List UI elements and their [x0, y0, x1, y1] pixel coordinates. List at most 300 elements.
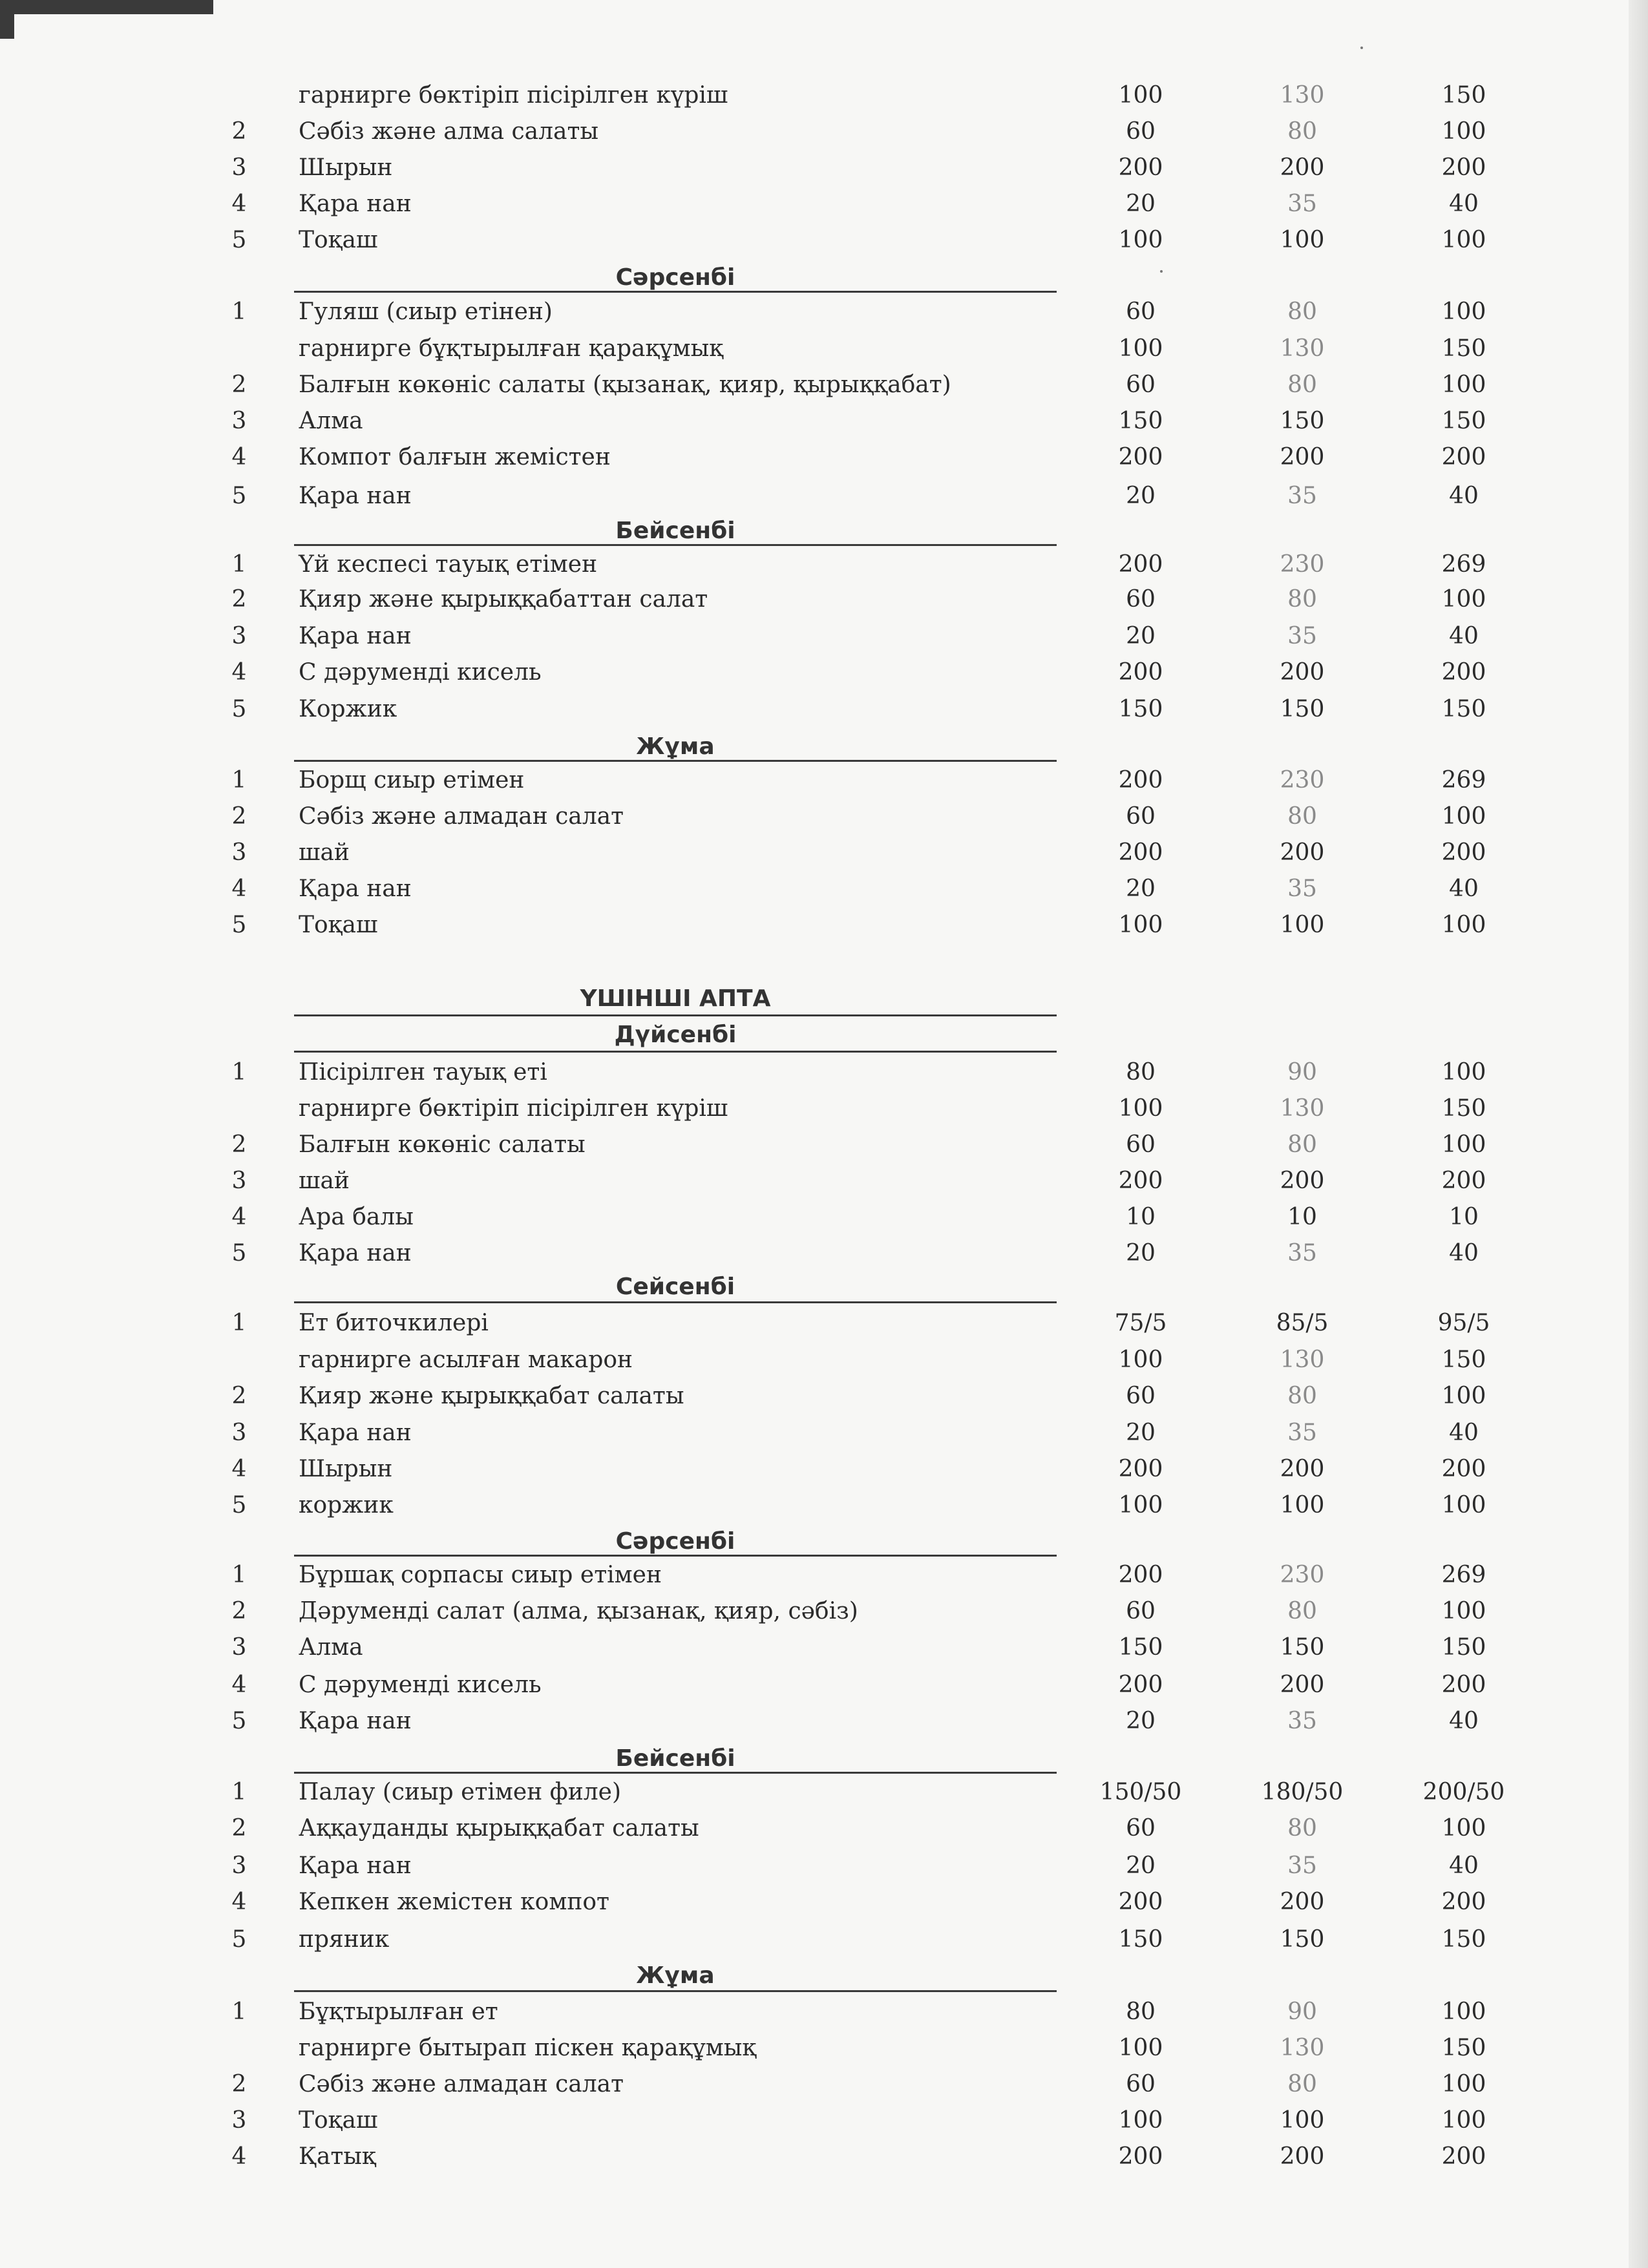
item-number: 3 — [231, 154, 247, 181]
portion-value-1: 200 — [1118, 1672, 1163, 1698]
item-number: 2 — [231, 1598, 247, 1624]
dish-name: Компот балғын жемістен — [299, 444, 611, 470]
item-number: 3 — [231, 623, 247, 649]
dish-name: Сәбіз және алмадан салат — [299, 803, 624, 830]
portion-value-3: 100 — [1441, 1059, 1486, 1086]
item-number: 2 — [231, 803, 247, 830]
item-number: 2 — [231, 118, 247, 145]
dish-name: Тоқаш — [299, 2107, 378, 2134]
portion-value-3: 150 — [1441, 82, 1486, 109]
portion-value-2: 35 — [1287, 1420, 1317, 1446]
portion-value-3: 100 — [1441, 227, 1486, 253]
portion-value-3: 100 — [1441, 1131, 1486, 1158]
portion-value-1: 100 — [1118, 2035, 1163, 2061]
portion-value-1: 200 — [1118, 154, 1163, 181]
portion-value-2: 150 — [1280, 1634, 1325, 1661]
portion-value-1: 60 — [1126, 1815, 1156, 1842]
portion-value-2: 100 — [1280, 1492, 1325, 1518]
dish-name: С дәруменді кисель — [299, 659, 542, 686]
portion-value-1: 20 — [1126, 1708, 1156, 1734]
menu-row — [0, 1055, 1648, 1091]
item-number: 2 — [231, 1131, 247, 1158]
item-number: 5 — [231, 227, 247, 253]
portion-value-1: 200 — [1118, 839, 1163, 866]
portion-value-2: 35 — [1287, 876, 1317, 902]
day-rule — [294, 1990, 1057, 1992]
portion-value-1: 60 — [1126, 1598, 1156, 1624]
menu-row — [0, 762, 1648, 799]
portion-value-3: 100 — [1441, 1999, 1486, 2025]
portion-value-2: 35 — [1287, 1240, 1317, 1266]
portion-value-2: 200 — [1280, 1672, 1325, 1698]
portion-value-1: 60 — [1126, 586, 1156, 613]
portion-value-3: 40 — [1449, 623, 1479, 649]
dish-name: Қатық — [299, 2143, 376, 2170]
portion-value-2: 230 — [1280, 1562, 1325, 1588]
dish-name: Қара нан — [299, 1853, 412, 1879]
portion-value-1: 10 — [1126, 1204, 1156, 1230]
menu-row — [0, 618, 1648, 655]
day-rule — [294, 760, 1057, 762]
portion-value-3: 269 — [1441, 767, 1486, 793]
portion-value-3: 100 — [1441, 586, 1486, 613]
portion-value-3: 95/5 — [1437, 1310, 1490, 1336]
item-number: 5 — [231, 1926, 247, 1953]
scan-shadow — [0, 0, 14, 39]
dish-name: гарнирге бытырап піскен қарақұмық — [299, 2035, 757, 2061]
portion-value-2: 130 — [1280, 82, 1325, 109]
portion-value-2: 80 — [1287, 372, 1317, 398]
portion-value-1: 100 — [1118, 227, 1163, 253]
day-rule — [294, 1772, 1057, 1774]
item-number: 5 — [231, 483, 247, 509]
menu-row — [0, 1703, 1648, 1739]
portion-value-1: 100 — [1118, 1492, 1163, 1518]
portion-value-1: 150 — [1118, 408, 1163, 434]
portion-value-1: 150 — [1118, 696, 1163, 722]
portion-value-1: 20 — [1126, 191, 1156, 217]
item-number: 2 — [231, 1815, 247, 1842]
menu-row — [0, 294, 1648, 330]
portion-value-3: 150 — [1441, 1095, 1486, 1122]
item-number: 1 — [231, 1310, 247, 1336]
day-heading: Жұма — [636, 733, 715, 760]
menu-row — [0, 1630, 1648, 1666]
portion-value-3: 150 — [1441, 696, 1486, 722]
day-rule — [294, 1051, 1057, 1053]
portion-value-2: 80 — [1287, 1815, 1317, 1842]
heading-rule — [294, 1014, 1057, 1016]
item-number: 1 — [231, 551, 247, 578]
portion-value-1: 200 — [1118, 1168, 1163, 1194]
menu-row — [0, 799, 1648, 835]
portion-value-2: 100 — [1280, 2107, 1325, 2134]
item-number: 2 — [231, 372, 247, 398]
menu-row — [0, 331, 1648, 367]
portion-value-2: 200 — [1280, 659, 1325, 686]
item-number: 4 — [231, 1456, 247, 1482]
portion-value-1: 60 — [1126, 372, 1156, 398]
portion-value-2: 90 — [1287, 1059, 1317, 1086]
dish-name: Ара балы — [299, 1204, 414, 1230]
portion-value-2: 200 — [1280, 1456, 1325, 1482]
portion-value-3: 269 — [1441, 551, 1486, 578]
portion-value-2: 35 — [1287, 1708, 1317, 1734]
day-heading: Сәрсенбі — [615, 1528, 735, 1555]
menu-row — [0, 1774, 1648, 1811]
menu-row — [0, 1451, 1648, 1487]
dish-name: шай — [299, 1168, 350, 1194]
dish-name: Сәбіз және алмадан салат — [299, 2071, 624, 2097]
portion-value-2: 200 — [1280, 444, 1325, 470]
scan-speck — [1360, 47, 1363, 49]
portion-value-3: 150 — [1441, 1347, 1486, 1373]
dish-name: Кепкен жемістен компот — [299, 1889, 609, 1915]
menu-row — [0, 1163, 1648, 1199]
portion-value-2: 80 — [1287, 586, 1317, 613]
portion-value-1: 100 — [1118, 335, 1163, 362]
item-number: 3 — [231, 839, 247, 866]
portion-value-1: 60 — [1126, 2071, 1156, 2097]
menu-row — [0, 2030, 1648, 2066]
portion-value-1: 200 — [1118, 659, 1163, 686]
portion-value-1: 20 — [1126, 1240, 1156, 1266]
portion-value-1: 200 — [1118, 444, 1163, 470]
item-number: 3 — [231, 1853, 247, 1879]
portion-value-2: 80 — [1287, 2071, 1317, 2097]
item-number: 4 — [231, 1672, 247, 1698]
item-number: 2 — [231, 2071, 247, 2097]
portion-value-3: 40 — [1449, 1853, 1479, 1879]
day-rule — [294, 291, 1057, 293]
scan-speck — [1160, 270, 1163, 273]
portion-value-2: 80 — [1287, 1383, 1317, 1409]
portion-value-1: 200 — [1118, 1889, 1163, 1915]
dish-name: пряник — [299, 1926, 390, 1953]
portion-value-3: 269 — [1441, 1562, 1486, 1588]
portion-value-3: 40 — [1449, 876, 1479, 902]
dish-name: Қияр және қырыққабат салаты — [299, 1383, 684, 1409]
dish-name: коржик — [299, 1492, 394, 1518]
portion-value-3: 100 — [1441, 803, 1486, 830]
portion-value-1: 60 — [1126, 803, 1156, 830]
portion-value-2: 80 — [1287, 803, 1317, 830]
dish-name: Балғын көкөніс салаты — [299, 1131, 586, 1158]
portion-value-3: 40 — [1449, 483, 1479, 509]
portion-value-1: 100 — [1118, 2107, 1163, 2134]
menu-row — [0, 186, 1648, 222]
menu-row — [0, 1884, 1648, 1920]
portion-value-3: 150 — [1441, 1634, 1486, 1661]
portion-value-3: 40 — [1449, 1708, 1479, 1734]
item-number: 5 — [231, 696, 247, 722]
dish-name: Алма — [299, 408, 363, 434]
portion-value-2: 200 — [1280, 154, 1325, 181]
portion-value-3: 40 — [1449, 191, 1479, 217]
portion-value-2: 90 — [1287, 1999, 1317, 2025]
item-number: 1 — [231, 1562, 247, 1588]
portion-value-2: 35 — [1287, 483, 1317, 509]
dish-name: гарнирге бөктіріп пісірілген күріш — [299, 82, 728, 109]
menu-row — [0, 582, 1648, 618]
week-title: ҮШІНШІ АПТА — [580, 985, 771, 1012]
item-number: 5 — [231, 912, 247, 938]
portion-value-2: 80 — [1287, 299, 1317, 325]
item-number: 1 — [231, 1779, 247, 1805]
portion-value-2: 150 — [1280, 408, 1325, 434]
portion-value-2: 35 — [1287, 191, 1317, 217]
portion-value-1: 60 — [1126, 1131, 1156, 1158]
dish-name: Үй кеспесі тауық етімен — [299, 551, 598, 578]
menu-row — [0, 1415, 1648, 1451]
portion-value-2: 130 — [1280, 335, 1325, 362]
menu-row — [0, 1994, 1648, 2030]
menu-row — [0, 691, 1648, 728]
dish-name: Аққауданды қырыққабат салаты — [299, 1815, 699, 1842]
portion-value-3: 150 — [1441, 2035, 1486, 2061]
portion-value-3: 100 — [1441, 1383, 1486, 1409]
portion-value-3: 40 — [1449, 1240, 1479, 1266]
item-number: 5 — [231, 1240, 247, 1266]
menu-row — [0, 1342, 1648, 1378]
item-number: 2 — [231, 586, 247, 613]
portion-value-1: 150 — [1118, 1926, 1163, 1953]
portion-value-3: 200 — [1441, 1168, 1486, 1194]
portion-value-3: 150 — [1441, 408, 1486, 434]
day-heading: Сейсенбі — [615, 1274, 735, 1300]
item-number: 4 — [231, 1204, 247, 1230]
menu-row — [0, 1127, 1648, 1163]
portion-value-1: 100 — [1118, 1347, 1163, 1373]
dish-name: Қара нан — [299, 876, 412, 902]
menu-row — [0, 1848, 1648, 1884]
day-rule — [294, 1301, 1057, 1303]
dish-name: Балғын көкөніс салаты (қызанақ, қияр, қырыққабат) — [299, 372, 951, 398]
item-number: 4 — [231, 876, 247, 902]
portion-value-3: 200 — [1441, 1672, 1486, 1698]
portion-value-1: 75/5 — [1114, 1310, 1167, 1336]
menu-row — [0, 907, 1648, 943]
dish-name: Палау (сиыр етімен филе) — [299, 1779, 622, 1805]
portion-value-3: 100 — [1441, 912, 1486, 938]
dish-name: Бұршақ сорпасы сиыр етімен — [299, 1562, 662, 1588]
menu-row — [0, 222, 1648, 258]
item-number: 3 — [231, 1634, 247, 1661]
portion-value-2: 200 — [1280, 2143, 1325, 2170]
portion-value-3: 200 — [1441, 1889, 1486, 1915]
portion-value-1: 100 — [1118, 912, 1163, 938]
portion-value-3: 100 — [1441, 2071, 1486, 2097]
portion-value-1: 80 — [1126, 1999, 1156, 2025]
dish-name: Шырын — [299, 1456, 393, 1482]
menu-row — [0, 1091, 1648, 1127]
dish-name: Тоқаш — [299, 227, 378, 253]
portion-value-1: 60 — [1126, 299, 1156, 325]
menu-row — [0, 150, 1648, 186]
portion-value-1: 150 — [1118, 1634, 1163, 1661]
portion-value-1: 80 — [1126, 1059, 1156, 1086]
day-heading: Дүйсенбі — [614, 1022, 737, 1048]
portion-value-3: 100 — [1441, 1598, 1486, 1624]
dish-name: Шырын — [299, 154, 393, 181]
dish-name: С дәруменді кисель — [299, 1672, 542, 1698]
dish-name: Ет биточкилері — [299, 1310, 489, 1336]
portion-value-2: 230 — [1280, 767, 1325, 793]
portion-value-3: 200 — [1441, 444, 1486, 470]
menu-row — [0, 78, 1648, 114]
portion-value-3: 100 — [1441, 372, 1486, 398]
portion-value-3: 100 — [1441, 299, 1486, 325]
portion-value-2: 80 — [1287, 118, 1317, 145]
dish-name: Қара нан — [299, 1420, 412, 1446]
portion-value-3: 100 — [1441, 118, 1486, 145]
dish-name: гарнирге бөктіріп пісірілген күріш — [299, 1095, 728, 1122]
item-number: 4 — [231, 191, 247, 217]
portion-value-2: 35 — [1287, 623, 1317, 649]
portion-value-1: 20 — [1126, 1420, 1156, 1446]
dish-name: Қара нан — [299, 1240, 412, 1266]
portion-value-3: 200 — [1441, 839, 1486, 866]
dish-name: Бұқтырылған ет — [299, 1999, 498, 2025]
dish-name: шай — [299, 839, 350, 866]
item-number: 4 — [231, 659, 247, 686]
portion-value-2: 100 — [1280, 912, 1325, 938]
dish-name: гарнирге асылған макарон — [299, 1347, 633, 1373]
menu-row — [0, 547, 1648, 583]
menu-row — [0, 439, 1648, 476]
day-heading: Бейсенбі — [615, 518, 735, 544]
dish-name: Қара нан — [299, 483, 412, 509]
portion-value-2: 10 — [1287, 1204, 1317, 1230]
scan-shadow — [0, 0, 213, 14]
menu-row — [0, 655, 1648, 691]
item-number: 3 — [231, 408, 247, 434]
portion-value-1: 20 — [1126, 1853, 1156, 1879]
portion-value-2: 200 — [1280, 1168, 1325, 1194]
day-rule — [294, 544, 1057, 546]
portion-value-3: 100 — [1441, 2107, 1486, 2134]
portion-value-3: 150 — [1441, 335, 1486, 362]
dish-name: Коржик — [299, 696, 397, 722]
dish-name: Қара нан — [299, 1708, 412, 1734]
portion-value-2: 80 — [1287, 1131, 1317, 1158]
menu-row — [0, 1811, 1648, 1847]
menu-row — [0, 871, 1648, 907]
portion-value-2: 130 — [1280, 2035, 1325, 2061]
portion-value-2: 80 — [1287, 1598, 1317, 1624]
portion-value-3: 100 — [1441, 1492, 1486, 1518]
portion-value-1: 100 — [1118, 82, 1163, 109]
dish-name: Қара нан — [299, 191, 412, 217]
portion-value-1: 200 — [1118, 1456, 1163, 1482]
dish-name: гарнирге бұқтырылған қарақұмық — [299, 335, 724, 362]
menu-row — [0, 1305, 1648, 1341]
portion-value-2: 200 — [1280, 839, 1325, 866]
item-number: 1 — [231, 1999, 247, 2025]
item-number: 4 — [231, 2143, 247, 2170]
menu-row — [0, 367, 1648, 403]
dish-name: Қара нан — [299, 623, 412, 649]
portion-value-1: 20 — [1126, 876, 1156, 902]
portion-value-2: 200 — [1280, 1889, 1325, 1915]
portion-value-3: 200 — [1441, 2143, 1486, 2170]
menu-row — [0, 1378, 1648, 1414]
item-number: 1 — [231, 1059, 247, 1086]
portion-value-3: 40 — [1449, 1420, 1479, 1446]
item-number: 5 — [231, 1492, 247, 1518]
dish-name: Борщ сиыр етімен — [299, 767, 525, 793]
day-heading: Жұма — [636, 1962, 715, 1989]
portion-value-2: 35 — [1287, 1853, 1317, 1879]
menu-row — [0, 1487, 1648, 1524]
dish-name: Пісірілген тауық еті — [299, 1059, 547, 1086]
portion-value-1: 20 — [1126, 483, 1156, 509]
portion-value-1: 200 — [1118, 1562, 1163, 1588]
menu-row — [0, 478, 1648, 514]
item-number: 3 — [231, 2107, 247, 2134]
menu-row — [0, 2103, 1648, 2139]
portion-value-2: 85/5 — [1276, 1310, 1329, 1336]
dish-name: Дәруменді салат (алма, қызанақ, қияр, сәбіз) — [299, 1598, 858, 1624]
portion-value-1: 100 — [1118, 1095, 1163, 1122]
menu-row — [0, 403, 1648, 439]
portion-value-1: 60 — [1126, 1383, 1156, 1409]
day-heading: Сәрсенбі — [615, 264, 735, 291]
item-number: 3 — [231, 1420, 247, 1446]
item-number: 3 — [231, 1168, 247, 1194]
portion-value-1: 150/50 — [1099, 1779, 1182, 1805]
portion-value-3: 150 — [1441, 1926, 1486, 1953]
portion-value-2: 180/50 — [1261, 1779, 1344, 1805]
portion-value-2: 150 — [1280, 696, 1325, 722]
day-rule — [294, 1555, 1057, 1557]
dish-name: Сәбіз және алма салаты — [299, 118, 599, 145]
dish-name: Тоқаш — [299, 912, 378, 938]
portion-value-1: 200 — [1118, 2143, 1163, 2170]
menu-row — [0, 1199, 1648, 1235]
item-number: 1 — [231, 767, 247, 793]
portion-value-2: 230 — [1280, 551, 1325, 578]
portion-value-2: 100 — [1280, 227, 1325, 253]
portion-value-2: 130 — [1280, 1095, 1325, 1122]
dish-name: Қияр және қырыққабаттан салат — [299, 586, 708, 613]
menu-row — [0, 1593, 1648, 1630]
item-number: 2 — [231, 1383, 247, 1409]
item-number: 1 — [231, 299, 247, 325]
dish-name: Гуляш (сиыр етінен) — [299, 299, 553, 325]
menu-row — [0, 114, 1648, 150]
portion-value-3: 10 — [1449, 1204, 1479, 1230]
menu-row — [0, 2139, 1648, 2175]
menu-row — [0, 1922, 1648, 1958]
portion-value-1: 20 — [1126, 623, 1156, 649]
portion-value-3: 200 — [1441, 1456, 1486, 1482]
portion-value-1: 200 — [1118, 551, 1163, 578]
portion-value-3: 200 — [1441, 659, 1486, 686]
menu-row — [0, 1235, 1648, 1272]
item-number: 4 — [231, 1889, 247, 1915]
portion-value-1: 200 — [1118, 767, 1163, 793]
day-heading: Бейсенбі — [615, 1745, 735, 1772]
menu-row — [0, 835, 1648, 871]
portion-value-3: 200/50 — [1422, 1779, 1505, 1805]
item-number: 4 — [231, 444, 247, 470]
dish-name: Алма — [299, 1634, 363, 1661]
portion-value-3: 100 — [1441, 1815, 1486, 1842]
portion-value-2: 130 — [1280, 1347, 1325, 1373]
menu-row — [0, 1667, 1648, 1703]
menu-row — [0, 1557, 1648, 1593]
